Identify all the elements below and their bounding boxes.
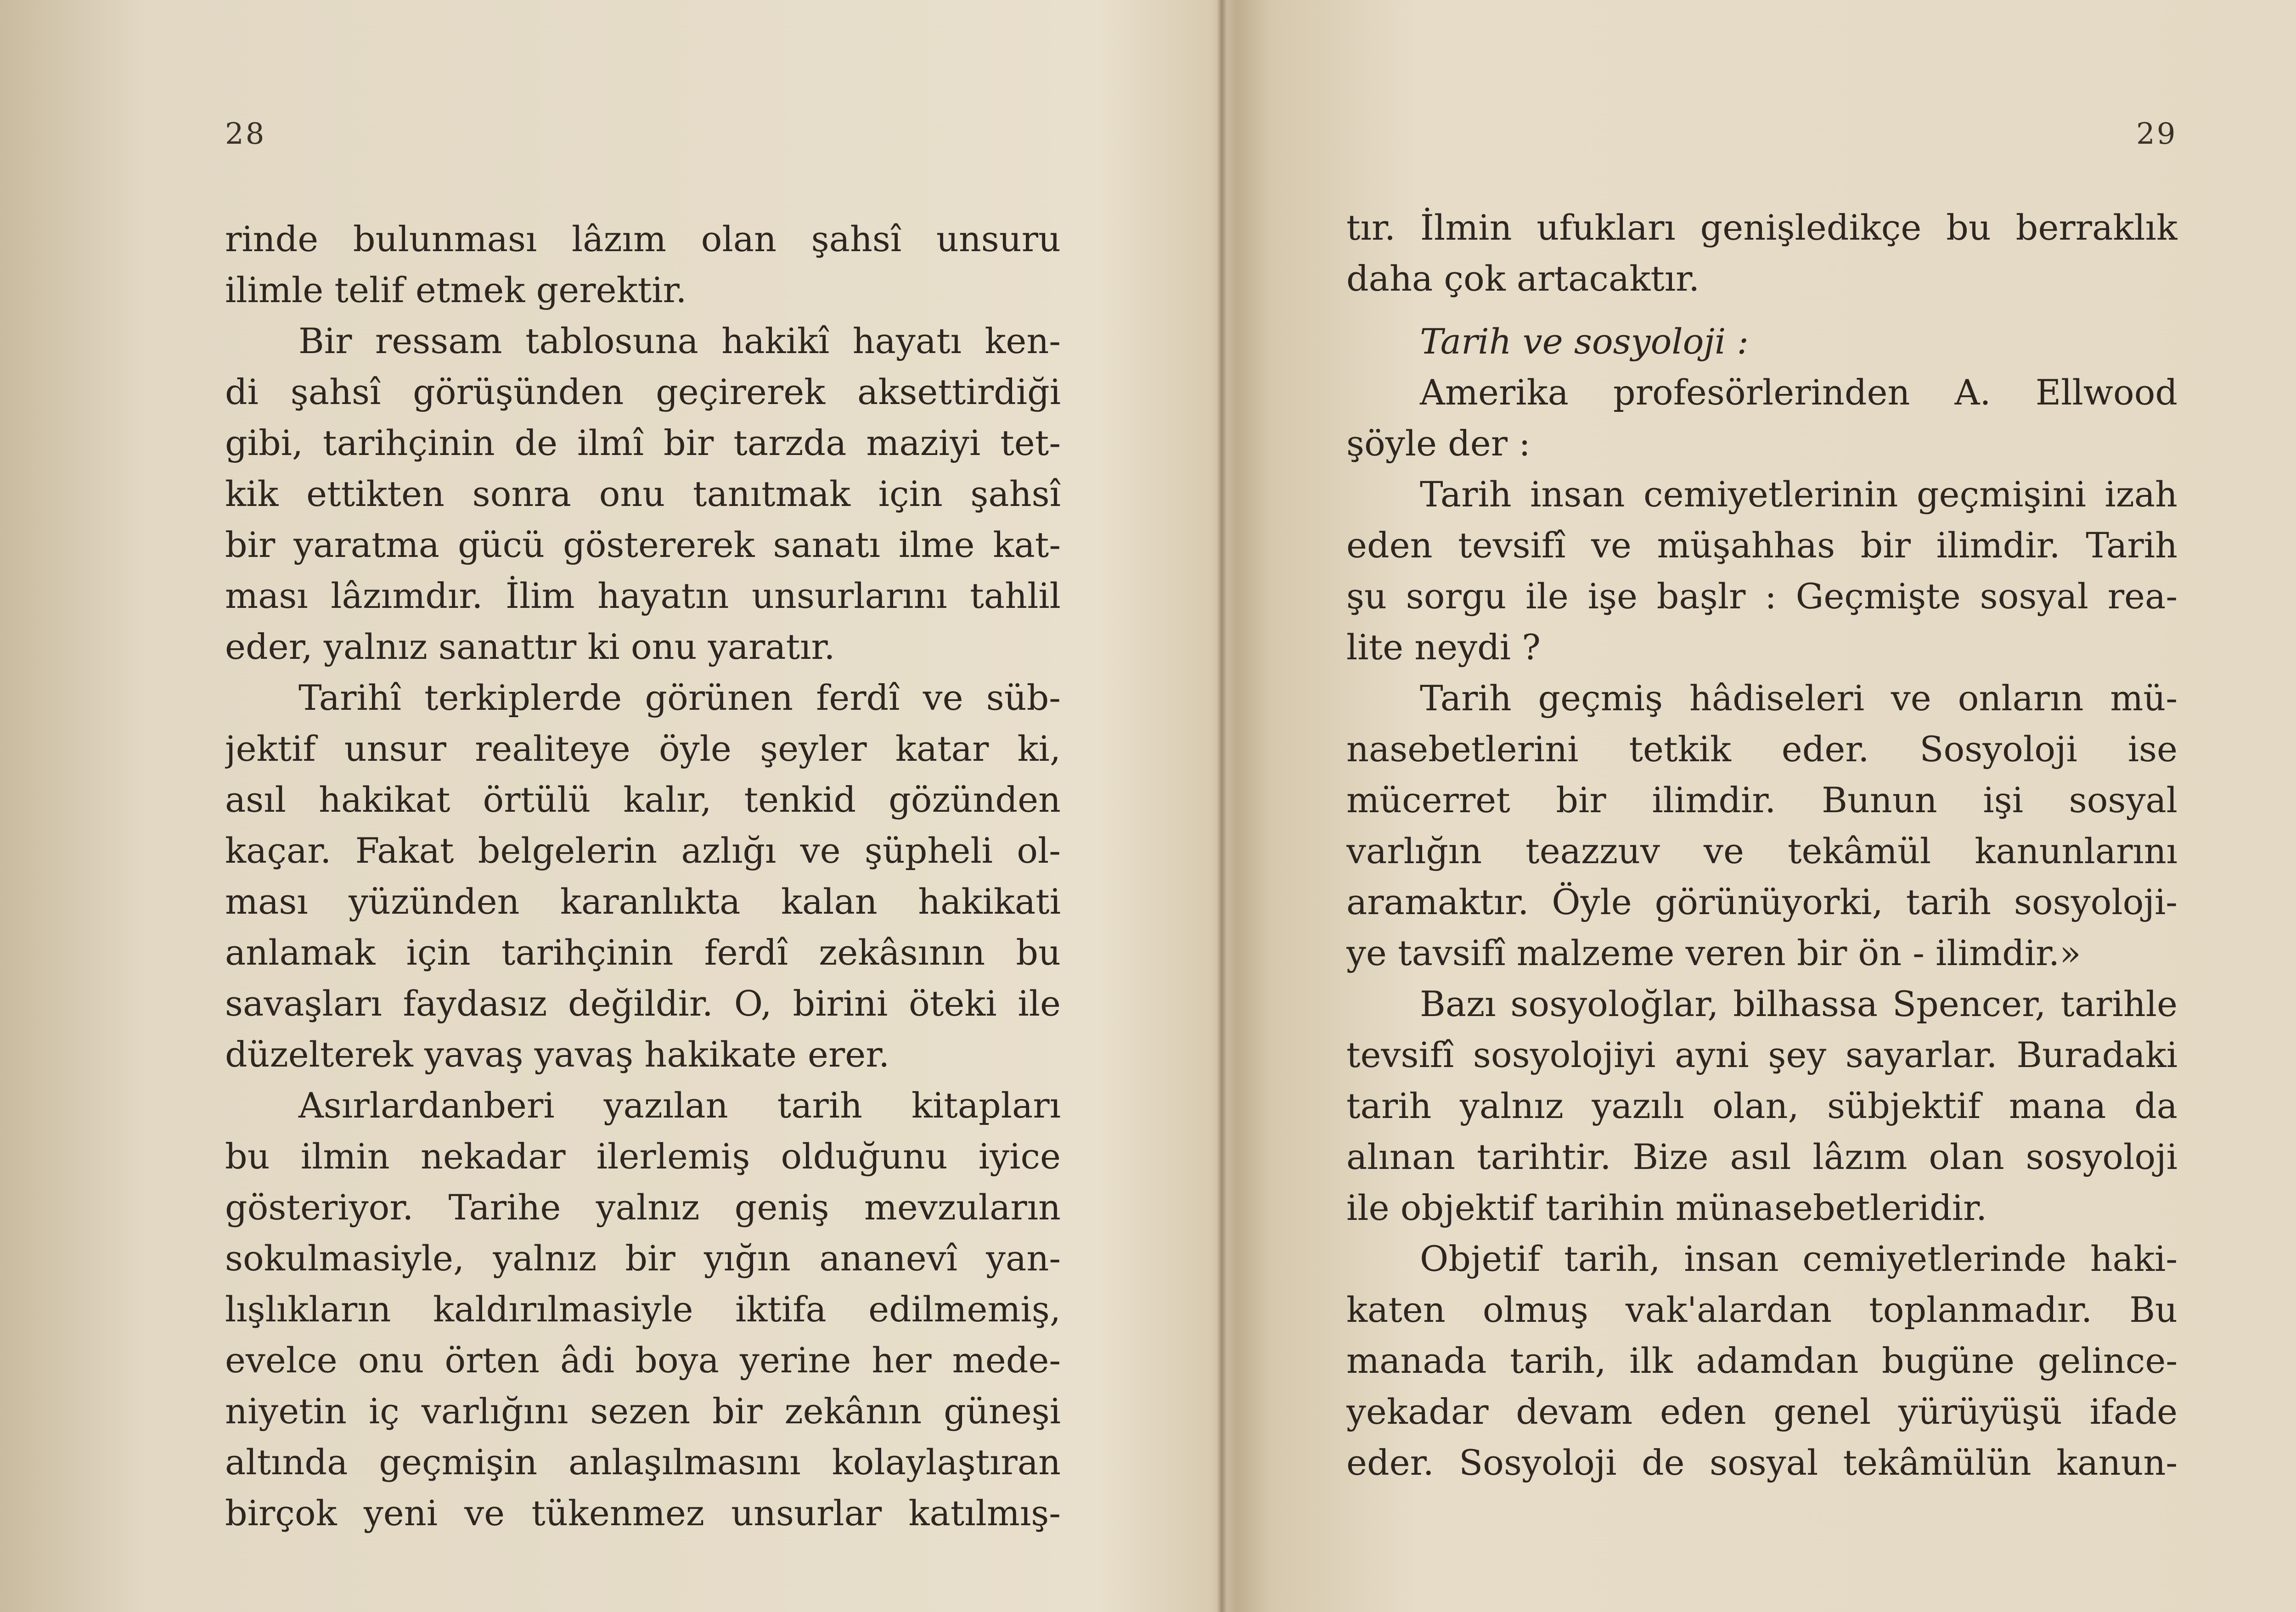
text-line: daha çok artacaktır. [1346, 258, 1700, 299]
text-line: evelce onu örten âdi boya yerine her mede- [225, 1340, 1061, 1381]
text-line: aramaktır. Öyle görünüyorki, tarih sosyoloji- [1346, 882, 2178, 922]
page-text [225, 213, 1061, 1539]
text-line: Tarih geçmiş hâdiseleri ve onların mü- [1420, 678, 2178, 719]
text-line: eden tevsifî ve müşahhas bir ilimdir. Tarih [1346, 525, 2178, 566]
text-line: gösteriyor. Tarihe yalnız geniş mevzuların [225, 1187, 1061, 1228]
text-line: tarih yalnız yazılı olan, sübjektif mana da [1346, 1085, 2178, 1126]
text-line: Tarih insan cemiyetlerinin geçmişini izah [1420, 474, 2178, 515]
text-line: sokulmasiyle, yalnız bir yığın ananevî yan- [225, 1238, 1061, 1279]
text-line: düzelterek yavaş yavaş hakikate erer. [225, 1034, 890, 1075]
section-heading: Tarih ve sosyoloji : [1420, 321, 1749, 362]
text-line: gibi, tarihçinin de ilmî bir tarzda maziyi tet- [225, 422, 1061, 463]
text-line: ye tavsifî malzeme veren bir ön - ilimdir.» [1346, 932, 2081, 973]
text-line: kaçar. Fakat belgelerin azlığı ve şüpheli ol- [225, 830, 1061, 871]
text-line: eder, yalnız sanattır ki onu yaratır. [225, 626, 835, 667]
text-line: ması lâzımdır. İlim hayatın unsurlarını tahlil [225, 575, 1061, 616]
text-line: anlamak için tarihçinin ferdî zekâsının bu [225, 932, 1061, 973]
text-line: Bir ressam tablosuna hakikî hayatı ken- [298, 320, 1061, 361]
text-line: ması yüzünden karanlıkta kalan hakikati [225, 881, 1061, 922]
text-line: jektif unsur realiteye öyle şeyler katar ki, [225, 728, 1061, 769]
text-line: Bazı sosyoloğlar, bilhassa Spencer, tarihle [1420, 983, 2178, 1024]
text-line: manada tarih, ilk adamdan bugüne gelince- [1346, 1340, 2178, 1381]
text-line: Amerika profesörlerinden A. Ellwood [1420, 372, 2178, 413]
text-line: nasebetlerini tetkik eder. Sosyoloji ise [1346, 729, 2178, 769]
text-line: niyetin iç varlığını sezen bir zekânın güneşi [225, 1391, 1061, 1432]
text-line: katen olmuş vak'alardan toplanmadır. Bu [1346, 1289, 2178, 1330]
text-line: alınan tarihtir. Bize asıl lâzım olan sosyoloji [1346, 1136, 2178, 1177]
text-line: yekadar devam eden genel yürüyüşü ifade [1346, 1391, 2178, 1432]
text-line: di şahsî görüşünden geçirerek aksettirdiği [225, 371, 1061, 412]
text-line: ile objektif tarihin münasebetleridir. [1346, 1187, 1987, 1228]
text-line: şu sorgu ile işe başlr : Geçmişte sosyal rea- [1346, 576, 2178, 617]
text-line: rinde bulunması lâzım olan şahsî unsuru [225, 219, 1061, 259]
text-line: lışlıkların kaldırılmasiyle iktifa edilmemiş, [225, 1289, 1061, 1330]
page-text [1346, 202, 2178, 1488]
right-page [1222, 0, 2296, 1612]
text-line: Asırlardanberi yazılan tarih kitapları [298, 1085, 1061, 1126]
text-line: Objetif tarih, insan cemiyetlerinde haki- [1420, 1238, 2178, 1279]
text-line: tır. İlmin ufukları genişledikçe bu berraklık [1346, 207, 2178, 248]
text-line: bir yaratma gücü göstererek sanatı ilme kat- [225, 524, 1061, 565]
text-line: tevsifî sosyolojiyi ayni şey sayarlar. Buradaki [1346, 1034, 2178, 1075]
text-line: eder. Sosyoloji de sosyal tekâmülün kanun- [1346, 1442, 2178, 1483]
text-line: Tarihî terkiplerde görünen ferdî ve süb- [298, 677, 1061, 718]
page-number: 29 [2136, 117, 2178, 151]
text-line: kik ettikten sonra onu tanıtmak için şahsî [225, 473, 1061, 514]
text-line: şöyle der : [1346, 423, 1531, 464]
text-line: bu ilmin nekadar ilerlemiş olduğunu iyice [225, 1136, 1061, 1177]
page-number: 28 [225, 117, 266, 151]
text-line: lite neydi ? [1346, 627, 1541, 668]
text-line: savaşları faydasız değildir. O, birini öteki ile [225, 983, 1061, 1024]
text-line: mücerret bir ilimdir. Bunun işi sosyal [1346, 780, 2178, 820]
text-line: altında geçmişin anlaşılmasını kolaylaştıran [225, 1442, 1061, 1483]
text-line: varlığın teazzuv ve tekâmül kanunlarını [1346, 831, 2178, 871]
text-line: asıl hakikat örtülü kalır, tenkid gözünden [225, 779, 1061, 820]
text-line: birçok yeni ve tükenmez unsurlar katılmış- [225, 1493, 1061, 1533]
text-line: ilimle telif etmek gerektir. [225, 270, 687, 310]
